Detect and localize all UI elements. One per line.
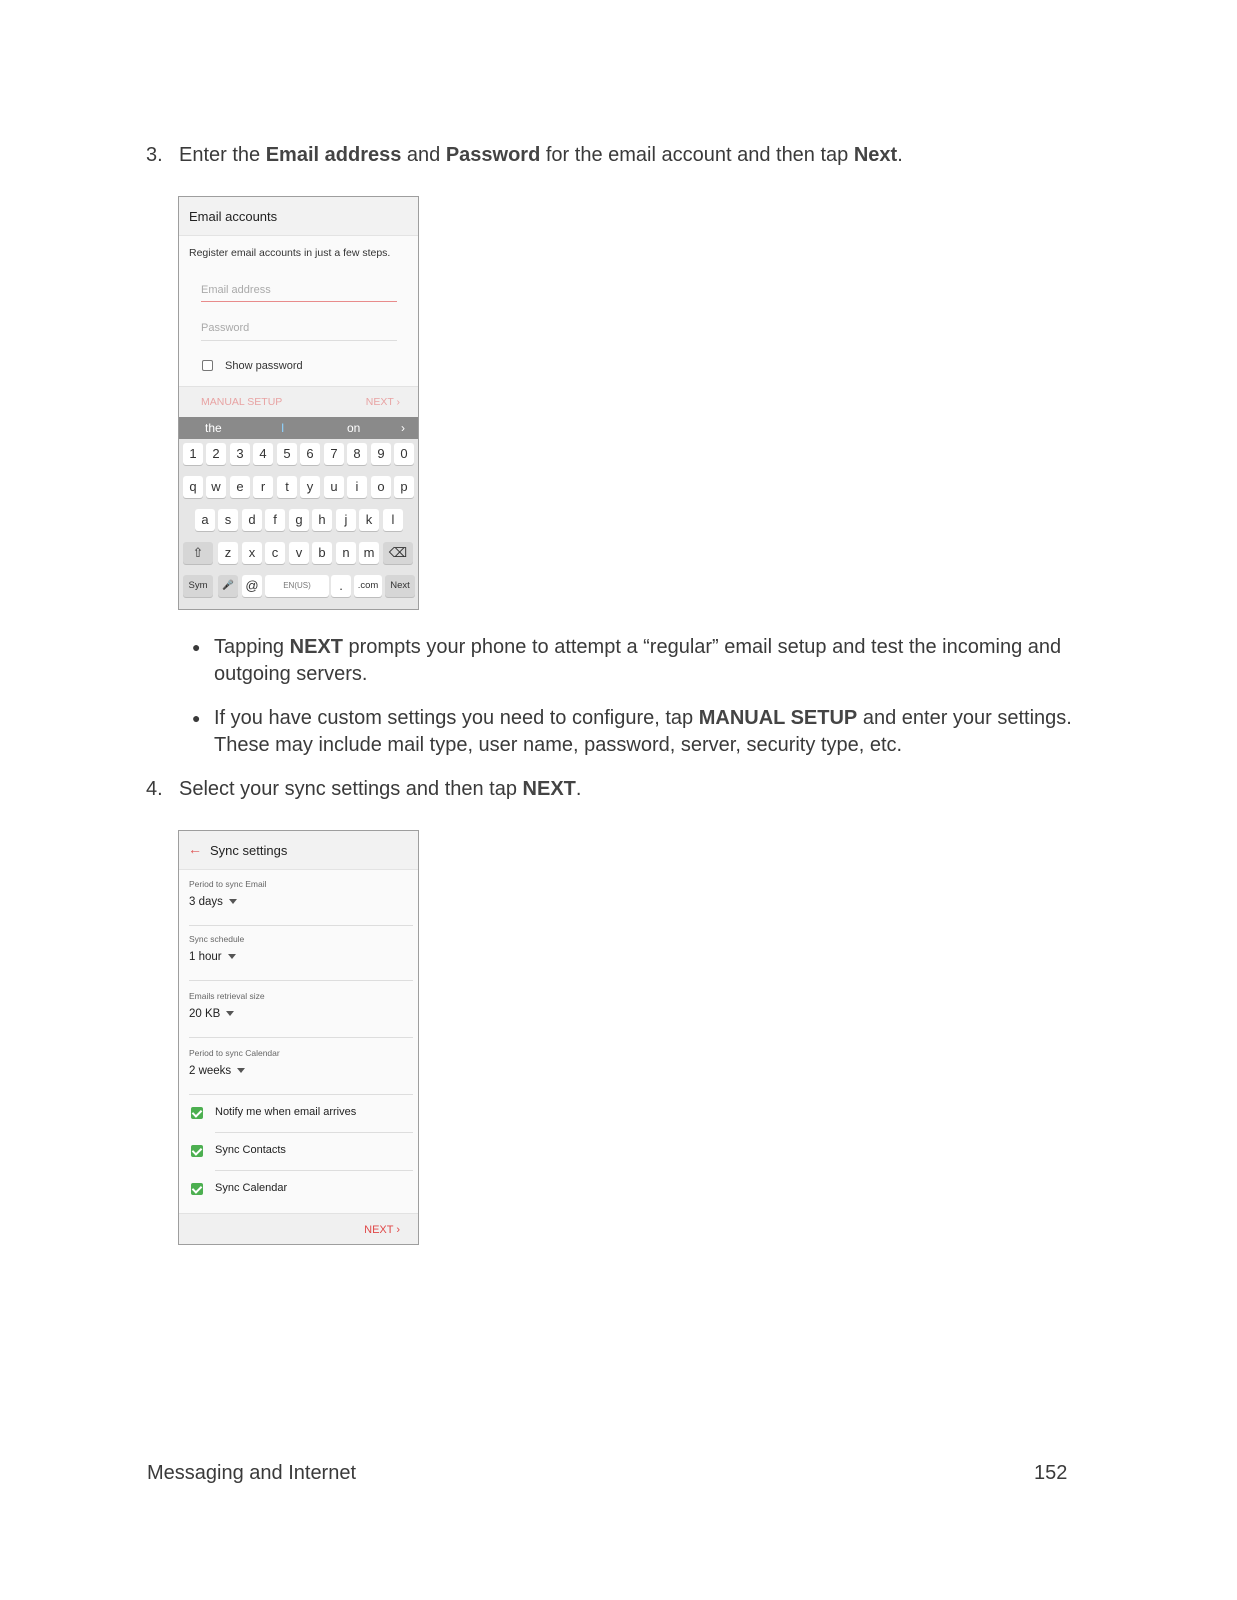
key[interactable]: u (324, 476, 344, 498)
key[interactable]: 3 (230, 443, 250, 465)
sync-schedule[interactable]: Sync schedule 1 hour (189, 934, 245, 963)
key[interactable]: i (347, 476, 367, 498)
screen-subtitle: Register email accounts in just a few steps. (189, 247, 391, 259)
key[interactable]: h (312, 509, 332, 531)
shift-icon[interactable]: ⇧ (183, 542, 213, 564)
dotcom-key[interactable]: .com (354, 575, 382, 597)
sync-contacts-checkbox[interactable] (191, 1145, 203, 1157)
key[interactable]: 0 (394, 443, 414, 465)
key[interactable]: q (183, 476, 203, 498)
key[interactable]: v (289, 542, 309, 564)
space-key[interactable]: EN(US) (265, 575, 329, 597)
page-number: 152 (1034, 1462, 1068, 1484)
next-button[interactable]: NEXT › (365, 396, 400, 408)
key[interactable]: l (383, 509, 403, 531)
key[interactable]: m (359, 542, 379, 564)
dropdown-arrow-icon (237, 1068, 245, 1073)
bullet-icon: ● (192, 639, 201, 655)
notify-label: Notify me when email arrives (215, 1106, 357, 1118)
notify-checkbox[interactable] (191, 1107, 203, 1119)
key[interactable]: b (312, 542, 332, 564)
key[interactable]: s (218, 509, 238, 531)
dropdown-arrow-icon (229, 899, 237, 904)
suggestion-bar (179, 417, 418, 439)
chevron-right-icon: › (396, 1224, 400, 1236)
show-password-checkbox[interactable] (202, 360, 213, 371)
step-4 (146, 776, 1046, 803)
step-number: 4. (146, 778, 163, 800)
key[interactable]: e (230, 476, 250, 498)
period-sync-calendar[interactable]: Period to sync Calendar 2 weeks (189, 1048, 280, 1077)
bullet-item: ● Tapping NEXT prompts your phone to attempt a “regular” email setup and test the incoming and outgoing servers. (192, 636, 1062, 685)
keyboard (179, 417, 418, 609)
key[interactable]: o (371, 476, 391, 498)
screen-title: Email accounts (189, 209, 278, 224)
key[interactable]: r (253, 476, 273, 498)
email-address-input[interactable]: Email address (201, 284, 271, 296)
key[interactable]: z (218, 542, 238, 564)
step-text: Enter the Email address and Password for the email account and then tap Next. (179, 144, 903, 166)
back-arrow-icon[interactable]: ← (188, 841, 202, 857)
key[interactable]: a (195, 509, 215, 531)
next-button[interactable]: NEXT › (364, 1224, 400, 1236)
step-text: Select your sync settings and then tap NEXT. (179, 778, 582, 800)
footer-section: Messaging and Internet (147, 1462, 357, 1484)
sync-contacts-label: Sync Contacts (215, 1144, 286, 1156)
emails-retrieval-size[interactable]: Emails retrieval size 20 KB (189, 991, 265, 1020)
show-password-label: Show password (225, 360, 303, 372)
step-number: 3. (146, 144, 163, 166)
sym-key[interactable]: Sym (183, 575, 213, 597)
suggestion-item[interactable]: I (281, 421, 285, 435)
dropdown-arrow-icon (228, 954, 236, 959)
email-accounts-screenshot (178, 196, 419, 610)
screen-title: Sync settings (210, 843, 288, 858)
dropdown-arrow-icon (226, 1011, 234, 1016)
key[interactable]: 5 (277, 443, 297, 465)
key[interactable]: 2 (206, 443, 226, 465)
key[interactable]: 6 (300, 443, 320, 465)
sync-calendar-label: Sync Calendar (215, 1182, 288, 1194)
chevron-right-icon[interactable]: › (401, 421, 405, 435)
manual-setup-button[interactable]: MANUAL SETUP (201, 396, 283, 408)
at-key[interactable]: @ (242, 575, 262, 597)
key[interactable]: 9 (371, 443, 391, 465)
suggestion-item[interactable]: the (205, 421, 222, 435)
key[interactable]: c (265, 542, 285, 564)
key[interactable]: x (242, 542, 262, 564)
key[interactable]: 4 (253, 443, 273, 465)
key[interactable]: k (359, 509, 379, 531)
sync-calendar-checkbox[interactable] (191, 1183, 203, 1195)
password-input[interactable]: Password (201, 322, 250, 334)
sync-settings-screenshot (178, 830, 419, 1245)
key[interactable]: 8 (347, 443, 367, 465)
bullet-icon: ● (192, 710, 201, 726)
key[interactable]: n (336, 542, 356, 564)
key[interactable]: f (265, 509, 285, 531)
key[interactable]: w (206, 476, 226, 498)
key[interactable]: 7 (324, 443, 344, 465)
key[interactable]: t (277, 476, 297, 498)
period-key[interactable]: . (331, 575, 351, 597)
step-3 (146, 142, 1046, 169)
key[interactable]: j (336, 509, 356, 531)
key[interactable]: y (300, 476, 320, 498)
key[interactable]: d (242, 509, 262, 531)
key[interactable]: g (289, 509, 309, 531)
chevron-right-icon: › (396, 396, 400, 408)
key[interactable]: p (394, 476, 414, 498)
microphone-icon[interactable]: 🎤 (218, 575, 238, 597)
sync-period-email[interactable]: Period to sync Email 3 days (189, 879, 267, 908)
key[interactable]: 1 (183, 443, 203, 465)
suggestion-item[interactable]: on (347, 421, 361, 435)
bullet-item: ● If you have custom settings you need to configure, tap MANUAL SETUP and enter your settings. These may include mail type, user name, password, server, security type, etc. (192, 707, 1072, 756)
keyboard-next-key[interactable]: Next (385, 575, 415, 597)
backspace-icon[interactable]: ⌫ (383, 542, 413, 564)
